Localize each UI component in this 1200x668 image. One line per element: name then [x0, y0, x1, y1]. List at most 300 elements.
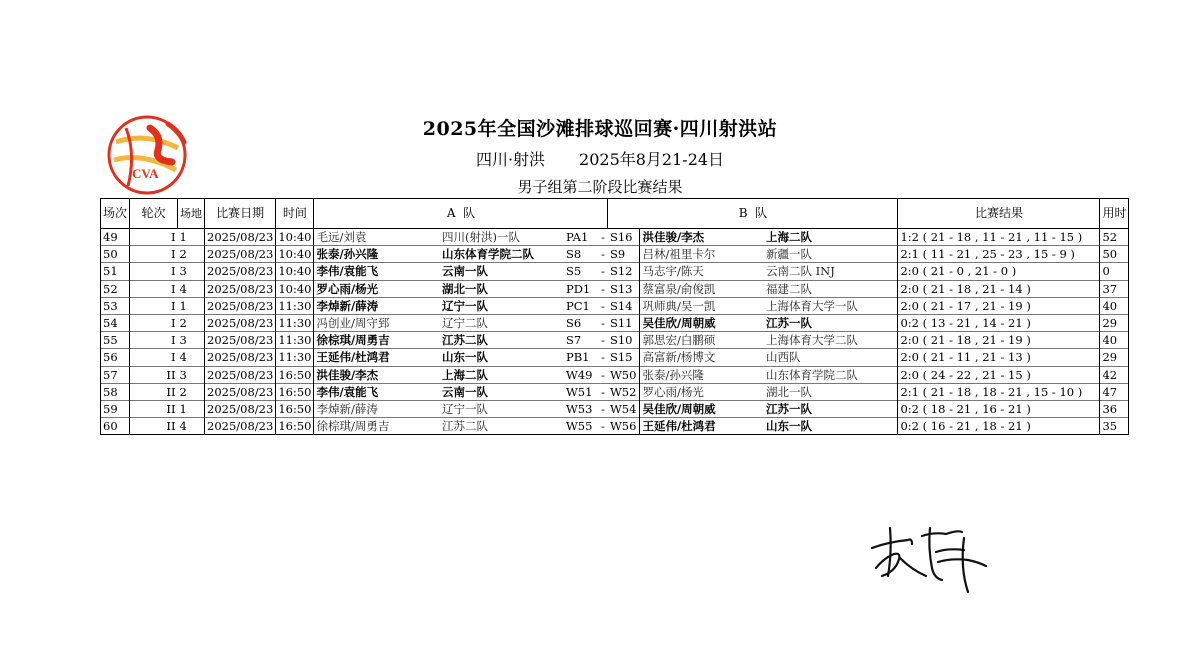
date-text: 2025/08/23: [207, 384, 274, 399]
duration-cell: [1100, 263, 1129, 280]
duration-cell: [1100, 246, 1129, 263]
court-cell: [178, 332, 205, 349]
duration-cell: [1100, 400, 1129, 417]
date-cell: [205, 246, 276, 263]
match-no-cell: [101, 229, 130, 246]
team-b-seed-text: S9: [609, 247, 626, 262]
time-text: 11:30: [278, 298, 312, 313]
separator-cell: [598, 418, 608, 435]
round-text: II: [166, 401, 176, 416]
team-b-seed-text: S12: [609, 264, 633, 279]
table-header: [101, 199, 1129, 229]
team-a-players-text: 徐棕琪/周勇吉: [316, 419, 390, 434]
court-text: 1: [179, 298, 187, 313]
separator-text: -: [601, 281, 605, 296]
duration-text: 35: [1102, 419, 1118, 434]
round-cell: [130, 418, 178, 435]
team-b-seed-cell: [608, 314, 640, 331]
date-text: 2025/08/23: [207, 333, 274, 348]
separator-text: -: [601, 333, 605, 348]
team-b-seed-cell: [608, 400, 640, 417]
date-text: 2025/08/23: [207, 316, 274, 331]
team-b-name-text: 上海体育大学一队: [765, 298, 858, 313]
team-b-seed-cell: [608, 349, 640, 366]
time-cell: [276, 418, 314, 435]
team-b-seed-cell: [608, 366, 640, 383]
time-text: 16:50: [278, 419, 312, 434]
match-no-cell: [101, 280, 130, 297]
match-no-text: 54: [103, 316, 118, 331]
match-no-cell: [101, 400, 130, 417]
round-text: I: [170, 316, 176, 331]
team-b-seed-text: W54: [609, 401, 637, 416]
col-result: 比赛结果: [898, 199, 1100, 229]
team-b-seed-text: S13: [609, 281, 633, 296]
team-b-name-cell: [764, 332, 898, 349]
duration-cell: [1100, 418, 1129, 435]
signature-icon: [868, 518, 998, 598]
team-a-players-cell: [314, 366, 440, 383]
table-row: [101, 366, 1129, 383]
team-a-name-text: 云南一队: [441, 384, 488, 399]
team-b-name-text: 云南二队 INJ: [765, 264, 835, 279]
team-a-players-cell: [314, 383, 440, 400]
match-no-cell: [101, 332, 130, 349]
round-cell: [130, 297, 178, 314]
separator-cell: [598, 366, 608, 383]
team-b-name-cell: [764, 383, 898, 400]
result-cell: [898, 349, 1100, 366]
team-a-seed-text: W53: [565, 401, 593, 416]
team-a-seed-text: W55: [565, 419, 593, 434]
duration-cell: [1100, 314, 1129, 331]
team-a-seed-cell: [564, 297, 598, 314]
result-cell: [898, 366, 1100, 383]
court-cell: [178, 418, 205, 435]
time-cell: [276, 383, 314, 400]
team-a-players-text: 李焯新/薛涛: [316, 401, 378, 416]
round-text: I: [170, 350, 176, 365]
event-location: 四川·射洪: [475, 150, 546, 169]
team-b-players-cell: [640, 332, 764, 349]
round-text: II: [166, 384, 176, 399]
time-text: 16:50: [278, 367, 312, 382]
duration-cell: [1100, 229, 1129, 246]
table-body: [101, 229, 1129, 435]
match-no-cell: [101, 263, 130, 280]
match-no-text: 52: [103, 281, 118, 296]
team-a-name-text: 辽宁二队: [441, 316, 488, 331]
team-a-name-cell: [440, 418, 564, 435]
match-no-text: 56: [103, 350, 118, 365]
team-b-seed-cell: [608, 263, 640, 280]
team-a-seed-cell: [564, 280, 598, 297]
date-text: 2025/08/23: [207, 401, 274, 416]
result-cell: [898, 263, 1100, 280]
team-b-seed-cell: [608, 418, 640, 435]
team-a-seed-text: S5: [565, 264, 582, 279]
duration-cell: [1100, 349, 1129, 366]
court-cell: [178, 246, 205, 263]
round-cell: [130, 349, 178, 366]
match-no-text: 53: [103, 298, 118, 313]
team-b-seed-text: S10: [609, 333, 633, 348]
team-b-name-text: 山东体育学院二队: [765, 367, 858, 382]
team-a-name-text: 辽宁一队: [441, 401, 488, 416]
team-b-seed-text: S11: [609, 316, 633, 331]
col-time: 时间: [276, 199, 314, 229]
col-duration: 用时: [1100, 199, 1129, 229]
match-no-text: 58: [103, 384, 118, 399]
result-cell: [898, 332, 1100, 349]
event-location-dates: [300, 147, 900, 170]
court-cell: [178, 349, 205, 366]
match-no-cell: [101, 314, 130, 331]
round-cell: [130, 314, 178, 331]
round-cell: [130, 332, 178, 349]
time-cell: [276, 229, 314, 246]
separator-cell: [598, 280, 608, 297]
separator-cell: [598, 349, 608, 366]
team-a-seed-text: W51: [565, 384, 593, 399]
team-a-name-text: 辽宁一队: [441, 298, 488, 313]
team-b-name-cell: [764, 314, 898, 331]
duration-cell: [1100, 280, 1129, 297]
match-no-text: 59: [103, 401, 118, 416]
team-a-players-text: 张泰/孙兴隆: [316, 247, 379, 262]
match-no-cell: [101, 418, 130, 435]
court-cell: [178, 400, 205, 417]
team-a-name-cell: [440, 280, 564, 297]
date-cell: [205, 332, 276, 349]
separator-cell: [598, 263, 608, 280]
col-court: 场地: [178, 199, 205, 229]
date-text: 2025/08/23: [207, 367, 274, 382]
event-dates: 2025年8月21-24日: [579, 150, 725, 169]
result-text: 0:2 ( 16 - 21 , 18 - 21 ): [900, 419, 1031, 434]
separator-text: -: [601, 419, 605, 434]
team-b-players-text: 马志宇/陈天: [642, 264, 704, 279]
separator-cell: [598, 297, 608, 314]
duration-cell: [1100, 297, 1129, 314]
round-text: I: [170, 264, 176, 279]
team-b-players-cell: [640, 314, 764, 331]
team-b-name-text: 上海二队: [765, 230, 812, 245]
team-a-seed-text: PD1: [565, 281, 591, 296]
court-cell: [178, 383, 205, 400]
team-a-players-cell: [314, 400, 440, 417]
round-text: I: [170, 230, 176, 245]
separator-text: -: [601, 247, 605, 262]
team-a-players-cell: [314, 297, 440, 314]
team-a-seed-cell: [564, 418, 598, 435]
team-b-seed-text: W52: [609, 384, 637, 399]
cva-logo-icon: [106, 114, 192, 196]
court-text: 2: [179, 384, 187, 399]
team-a-players-text: 李焯新/薛涛: [316, 298, 379, 313]
duration-cell: [1100, 332, 1129, 349]
result-text: 0:2 ( 18 - 21 , 16 - 21 ): [900, 401, 1031, 416]
team-a-seed-cell: [564, 349, 598, 366]
team-b-seed-cell: [608, 246, 640, 263]
round-text: I: [170, 333, 176, 348]
result-cell: [898, 314, 1100, 331]
team-b-seed-text: S14: [609, 298, 633, 313]
team-b-name-text: 上海体育大学二队: [765, 333, 858, 348]
duration-text: 29: [1102, 350, 1118, 365]
table-row: [101, 314, 1129, 331]
team-a-players-cell: [314, 280, 440, 297]
result-cell: [898, 400, 1100, 417]
result-text: 2:1 ( 11 - 21 , 25 - 23 , 15 - 9 ): [900, 247, 1075, 262]
match-no-cell: [101, 297, 130, 314]
team-a-seed-cell: [564, 332, 598, 349]
team-a-name-text: 山东体育学院二队: [441, 247, 534, 262]
duration-text: 47: [1102, 384, 1118, 399]
separator-cell: [598, 229, 608, 246]
match-no-cell: [101, 246, 130, 263]
team-a-players-cell: [314, 246, 440, 263]
team-b-seed-text: W56: [609, 419, 637, 434]
time-cell: [276, 263, 314, 280]
page-title: 2025年全国沙滩排球巡回赛·四川射洪站: [422, 118, 778, 140]
team-a-name-text: 江苏二队: [441, 333, 488, 348]
match-no-cell: [101, 366, 130, 383]
team-b-name-text: 福建二队: [765, 281, 812, 296]
team-a-players-cell: [314, 229, 440, 246]
separator-text: -: [601, 401, 605, 416]
time-text: 16:50: [278, 401, 312, 416]
round-text: I: [170, 298, 176, 313]
team-a-name-cell: [440, 332, 564, 349]
team-a-players-cell: [314, 332, 440, 349]
team-b-seed-cell: [608, 297, 640, 314]
time-text: 16:50: [278, 384, 312, 399]
duration-cell: [1100, 366, 1129, 383]
team-b-players-text: 张泰/孙兴隆: [642, 367, 704, 382]
court-text: 4: [179, 419, 187, 434]
round-cell: [130, 383, 178, 400]
team-a-players-text: 王延伟/杜鸿君: [316, 350, 390, 365]
duration-text: 40: [1102, 298, 1118, 313]
team-b-name-cell: [764, 297, 898, 314]
team-a-name-cell: [440, 383, 564, 400]
date-text: 2025/08/23: [207, 264, 274, 279]
match-no-text: 51: [103, 264, 118, 279]
time-text: 10:40: [278, 281, 312, 296]
date-text: 2025/08/23: [207, 230, 274, 245]
team-a-name-cell: [440, 297, 564, 314]
team-a-seed-cell: [564, 383, 598, 400]
team-b-players-text: 吴佳欣/周朝威: [642, 316, 716, 331]
team-a-players-cell: [314, 418, 440, 435]
team-b-name-cell: [764, 229, 898, 246]
col-match-no: 场次: [101, 199, 130, 229]
team-a-seed-text: S8: [565, 247, 582, 262]
team-a-name-cell: [440, 263, 564, 280]
result-text: 1:2 ( 21 - 18 , 11 - 21 , 11 - 15 ): [900, 230, 1083, 245]
team-b-name-text: 山西队: [765, 350, 801, 365]
result-cell: [898, 383, 1100, 400]
round-text: II: [166, 367, 176, 382]
table-row: [101, 332, 1129, 349]
duration-text: 29: [1102, 316, 1118, 331]
team-b-players-text: 王延伟/杜鸿君: [642, 419, 716, 434]
time-cell: [276, 246, 314, 263]
court-text: 2: [179, 247, 187, 262]
date-cell: [205, 280, 276, 297]
date-cell: [205, 297, 276, 314]
court-text: 1: [179, 401, 187, 416]
team-b-name-cell: [764, 349, 898, 366]
separator-cell: [598, 314, 608, 331]
time-cell: [276, 297, 314, 314]
match-no-text: 55: [103, 333, 118, 348]
match-no-text: 50: [103, 247, 118, 262]
time-text: 10:40: [278, 264, 312, 279]
separator-text: -: [601, 298, 605, 313]
time-cell: [276, 280, 314, 297]
duration-text: 42: [1102, 367, 1118, 382]
results-table: [100, 198, 1129, 435]
time-cell: [276, 332, 314, 349]
duration-text: 40: [1102, 333, 1118, 348]
team-b-players-cell: [640, 418, 764, 435]
team-b-seed-text: W50: [609, 367, 637, 382]
team-a-name-text: 湖北一队: [441, 281, 488, 296]
result-text: 2:1 ( 21 - 18 , 18 - 21 , 15 - 10 ): [900, 384, 1083, 399]
result-text: 2:0 ( 21 - 18 , 21 - 19 ): [900, 333, 1031, 348]
date-text: 2025/08/23: [207, 247, 274, 262]
table-row: [101, 383, 1129, 400]
court-cell: [178, 314, 205, 331]
team-b-players-text: 蔡富泉/俞俊凯: [642, 281, 716, 296]
team-b-players-cell: [640, 246, 764, 263]
court-cell: [178, 280, 205, 297]
table-row: [101, 263, 1129, 280]
separator-cell: [598, 400, 608, 417]
team-a-players-cell: [314, 349, 440, 366]
logo-text: CVA: [132, 166, 159, 181]
result-text: 2:0 ( 21 - 17 , 21 - 19 ): [900, 298, 1031, 313]
separator-text: -: [601, 264, 605, 279]
team-b-seed-cell: [608, 229, 640, 246]
table-row: [101, 246, 1129, 263]
team-b-players-cell: [640, 383, 764, 400]
team-a-seed-text: S6: [565, 316, 582, 331]
table-row: [101, 280, 1129, 297]
team-b-players-cell: [640, 280, 764, 297]
date-text: 2025/08/23: [207, 281, 274, 296]
result-cell: [898, 246, 1100, 263]
team-b-name-cell: [764, 263, 898, 280]
team-b-name-text: 江苏一队: [765, 401, 812, 416]
team-a-seed-cell: [564, 366, 598, 383]
team-b-players-cell: [640, 400, 764, 417]
team-b-name-cell: [764, 280, 898, 297]
team-a-players-text: 罗心雨/杨光: [316, 281, 379, 296]
team-a-name-cell: [440, 366, 564, 383]
table-row: [101, 297, 1129, 314]
team-a-players-text: 洪佳骏/李杰: [316, 367, 379, 382]
court-cell: [178, 263, 205, 280]
date-text: 2025/08/23: [207, 298, 274, 313]
team-a-players-text: 毛远/刘袁: [316, 230, 367, 245]
team-a-name-cell: [440, 349, 564, 366]
result-cell: [898, 418, 1100, 435]
team-b-name-cell: [764, 366, 898, 383]
team-a-name-cell: [440, 400, 564, 417]
round-text: II: [166, 419, 176, 434]
team-b-name-text: 江苏一队: [765, 316, 812, 331]
court-text: 1: [179, 230, 187, 245]
match-no-text: 49: [103, 230, 118, 245]
separator-text: -: [601, 350, 605, 365]
team-b-seed-text: S15: [609, 350, 633, 365]
team-a-name-text: 云南一队: [441, 264, 488, 279]
duration-cell: [1100, 383, 1129, 400]
team-b-players-cell: [640, 366, 764, 383]
team-a-name-cell: [440, 246, 564, 263]
team-b-seed-cell: [608, 280, 640, 297]
time-cell: [276, 366, 314, 383]
team-a-seed-cell: [564, 229, 598, 246]
team-a-seed-cell: [564, 400, 598, 417]
table-row: [101, 229, 1129, 246]
court-text: 3: [179, 264, 187, 279]
round-cell: [130, 400, 178, 417]
court-cell: [178, 229, 205, 246]
separator-text: -: [601, 230, 605, 245]
duration-text: 36: [1102, 401, 1118, 416]
round-cell: [130, 229, 178, 246]
team-a-players-cell: [314, 314, 440, 331]
team-b-players-cell: [640, 229, 764, 246]
court-text: 4: [179, 350, 187, 365]
date-cell: [205, 229, 276, 246]
date-text: 2025/08/23: [207, 419, 274, 434]
date-cell: [205, 400, 276, 417]
team-b-name-cell: [764, 400, 898, 417]
team-b-players-text: 吴佳欣/周朝威: [642, 401, 716, 416]
team-a-name-cell: [440, 229, 564, 246]
date-cell: [205, 263, 276, 280]
duration-text: 52: [1102, 230, 1118, 245]
table-row: [101, 418, 1129, 435]
team-a-players-text: 冯创业/周守郅: [316, 316, 390, 331]
time-cell: [276, 400, 314, 417]
team-a-name-text: 四川(射洪)一队: [441, 230, 520, 245]
team-a-seed-text: PB1: [565, 350, 590, 365]
court-cell: [178, 297, 205, 314]
round-cell: [130, 366, 178, 383]
team-b-players-text: 洪佳骏/李杰: [642, 230, 705, 245]
team-a-players-text: 徐棕琪/周勇吉: [316, 333, 390, 348]
team-a-seed-cell: [564, 314, 598, 331]
col-team-b: B 队: [608, 199, 898, 229]
team-a-name-text: 山东一队: [441, 350, 488, 365]
date-cell: [205, 366, 276, 383]
match-no-text: 60: [103, 419, 118, 434]
team-a-seed-text: S7: [565, 333, 582, 348]
time-text: 11:30: [278, 316, 312, 331]
round-cell: [130, 263, 178, 280]
date-text: 2025/08/23: [207, 350, 274, 365]
round-text: I: [170, 281, 176, 296]
team-a-players-text: 李伟/袁能飞: [316, 384, 379, 399]
result-text: 2:0 ( 21 - 0 , 21 - 0 ): [900, 264, 1017, 279]
team-a-name-cell: [440, 314, 564, 331]
